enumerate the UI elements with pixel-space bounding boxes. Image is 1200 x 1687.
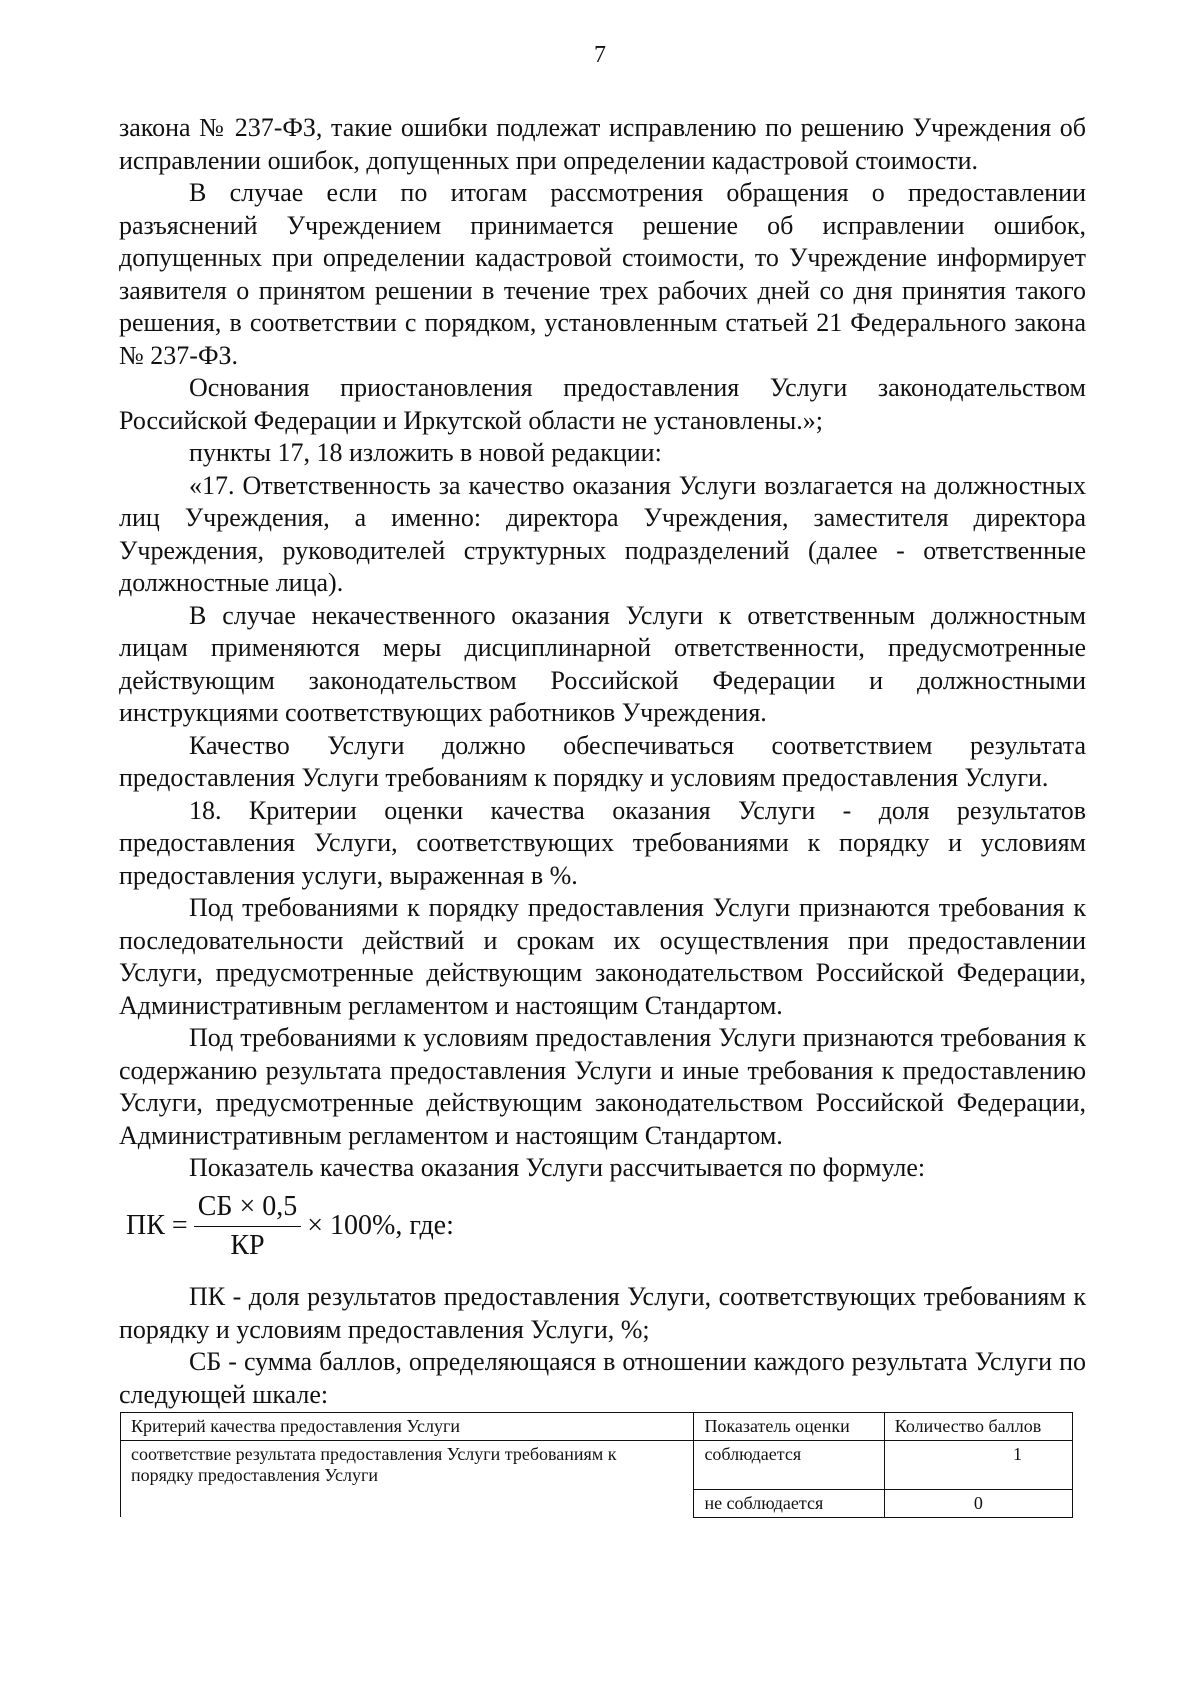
paragraph: В случае некачественного оказания Услуги к ответственным должностным лицам применяются меры дисциплинарной ответственности, предусмотренные действующим законодательством Российской Федерации и должностными инструкциями соответствующих работников Учреждения. bbox=[119, 600, 1086, 727]
paragraph: закона № 237-ФЗ, такие ошибки подлежат исправлению по решению Учреждения об исправлении ошибок, допущенных при определении кадастровой стоимости. bbox=[119, 113, 1086, 175]
paragraph: пункты 17, 18 изложить в новой редакции: bbox=[189, 438, 662, 467]
table-cell-criterion bbox=[121, 1489, 694, 1517]
definitions-text bbox=[119, 1281, 1086, 1411]
score-table bbox=[120, 1412, 1073, 1518]
definition-paragraph: СБ - сумма баллов, определяющаяся в отношении каждого результата Услуги по следующей шкале: bbox=[119, 1347, 1086, 1409]
formula-denominator: КР bbox=[230, 1229, 265, 1261]
table-header-cell: Количество баллов bbox=[884, 1413, 1072, 1441]
page-number: 7 bbox=[594, 42, 606, 68]
paragraph: Показатель качества оказания Услуги рассчитывается по формуле: bbox=[189, 1153, 926, 1182]
formula-lhs: ПК = bbox=[126, 1210, 188, 1241]
body-text bbox=[119, 112, 1086, 1185]
table-cell-indicator: соблюдается bbox=[694, 1441, 884, 1490]
paragraph: «17. Ответственность за качество оказания Услуги возлагается на должностных лиц Учреждения, а именно: директора Учреждения, заместителя директора Учреждения, руководителей структурных подразделений (далее - ответственные должностные лица). bbox=[119, 470, 1086, 597]
paragraph: Под требованиями к условиям предоставления Услуги признаются требования к содержанию результата предоставления Услуги и иные требования к предоставлению Услуги, предусмотренные действующим законодательством Российской Федерации, Административным регламентом и настоящим Стандартом. bbox=[119, 1023, 1086, 1150]
table-header-row bbox=[121, 1413, 1073, 1441]
formula-numerator: СБ × 0,5 bbox=[194, 1190, 302, 1227]
table-header-cell: Показатель оценки bbox=[694, 1413, 884, 1441]
formula-fraction bbox=[194, 1190, 302, 1263]
paragraph: В случае если по итогам рассмотрения обращения о предоставлении разъяснений Учреждением принимается решение об исправлении ошибок, допущенных при определении кадастровой стоимости, то Учреждение информирует заявителя о принятом решении в течение трех рабочих дней со дня принятия такого решения, в соответствии с порядком, установленным статьей 21 Федерального закона № 237-ФЗ. bbox=[119, 178, 1086, 370]
paragraph: Качество Услуги должно обеспечиваться соответствием результата предоставления Услуги требованиям к порядку и условиям предоставления Услуги. bbox=[119, 730, 1086, 792]
paragraph: Под требованиями к порядку предоставления Услуги признаются требования к последовательности действий и срокам их осуществления при предоставлении Услуги, предусмотренные действующим законодательством Российской Федерации, Административным регламентом и настоящим Стандартом. bbox=[119, 893, 1086, 1020]
table-cell-indicator: не соблюдается bbox=[694, 1489, 884, 1517]
table-header-cell: Критерий качества предоставления Услуги bbox=[121, 1413, 694, 1441]
table-row bbox=[121, 1441, 1073, 1490]
paragraph: Основания приостановления предоставления Услуги законодательством Российской Федерации и Иркутской области не установлены.»; bbox=[119, 373, 1086, 435]
table-cell-criterion: соответствие результата предоставления Услуги требованиям к порядку предоставления Услуги bbox=[121, 1441, 694, 1490]
definition-paragraph: ПК - доля результатов предоставления Услуги, соответствующих требованиям к порядку и условиям предоставления Услуги, %; bbox=[119, 1282, 1086, 1344]
table-cell-score: 0 bbox=[884, 1489, 1072, 1517]
table-cell-score: 1 bbox=[884, 1441, 1072, 1490]
quality-formula bbox=[126, 1181, 626, 1271]
formula-rhs: × 100%, где: bbox=[307, 1210, 454, 1241]
paragraph: 18. Критерии оценки качества оказания Услуги - доля результатов предоставления Услуги, соответствующих требованиями к порядку и условиям предоставления услуги, выраженная в %. bbox=[119, 795, 1086, 890]
table-row bbox=[121, 1489, 1073, 1517]
